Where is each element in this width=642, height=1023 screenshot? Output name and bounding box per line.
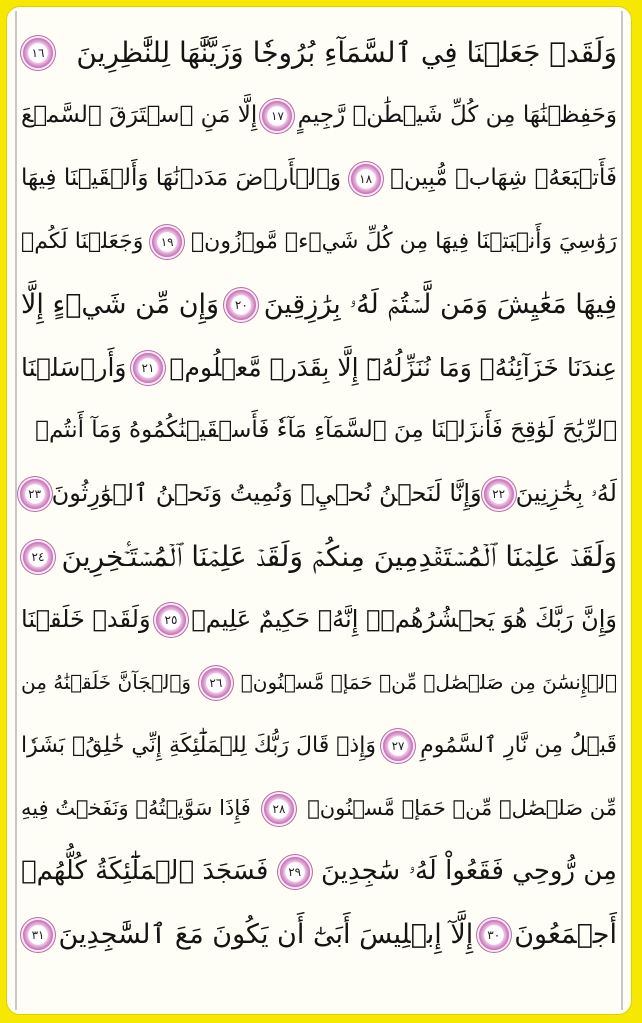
ayah-number-marker <box>156 605 186 635</box>
text-line <box>21 588 617 651</box>
ayah-number-marker <box>383 731 413 761</box>
text-line <box>21 903 617 966</box>
ayah-number: ١٨ <box>359 171 373 186</box>
verse-text: فَإِذَا سَوَّيۡتُهُۥ وَنَفَخۡتُ فِيهِ <box>21 796 251 820</box>
verse-text: وَٱلۡأَرۡضَ مَدَدۡنَٰهَا وَأَلۡقَيۡنَا فِيهَا <box>21 165 342 191</box>
ayah-number-marker <box>479 920 509 950</box>
text-line <box>21 777 617 840</box>
ayah-number-marker <box>20 479 50 509</box>
verse-text: ٱلرِّيَٰحَ لَوَٰقِحَ فَأَنزَلۡنَا مِنَ ٱلسَّمَآءِ مَآءٗ فَأَسۡقَيۡنَٰكُمُوهُ وَمَآ أَنتُمۡ <box>35 417 617 443</box>
ayah-number: ٢١ <box>141 360 155 375</box>
ayah-number-marker <box>484 479 514 509</box>
verse-text: وَٱلۡجَآنَّ خَلَقۡنَٰهُ مِن <box>21 670 191 694</box>
ayah-number: ٢٢ <box>492 486 506 501</box>
ayah-number-marker <box>262 101 292 131</box>
text-line <box>21 462 617 525</box>
ayah-number: ٢٨ <box>272 801 286 816</box>
ayah-number-marker <box>23 542 53 572</box>
text-line <box>21 84 617 147</box>
verse-text: وَأَرۡسَلۡنَا <box>21 353 127 382</box>
ayah-number: ٢٧ <box>391 738 405 753</box>
verse-text: وَلَقَدۡ خَلَقۡنَا <box>21 605 151 633</box>
verse-text: وَإِنَّا لَنَحۡنُ نُحۡيِۦ وَنُمِيتُ وَنَحۡنُ ٱلۡوَٰرِثُونَ <box>51 479 482 507</box>
verse-text: وَإِذۡ قَالَ رَبُّكَ لِلۡمَلَٰٓئِكَةِ إِنِّي خَٰلِقُۢ بَشَرٗا <box>21 733 376 758</box>
verse-text: أَجۡمَعُونَ <box>514 919 617 950</box>
verse-text: فِيهَا مَعَٰيِشَ وَمَن لَّسۡتُمۡ لَهُۥ بِرَٰزِقِينَ <box>263 289 617 320</box>
verse-text: لَهُۥ بِخَٰزِنِينَ <box>515 479 617 507</box>
verse-text: وَإِن مِّن شَيۡءٍ إِلَّا <box>21 289 220 320</box>
text-line <box>21 210 617 273</box>
verse-text: وَلَقَدۡ جَعَلۡنَا فِي ٱلسَّمَآءِ بُرُوجٗا وَزَيَّنَّٰهَا لِلنَّٰظِرِينَ <box>76 36 617 69</box>
ayah-number: ٢٤ <box>31 549 45 564</box>
text-line <box>21 651 617 714</box>
ayah-number-marker <box>23 920 53 950</box>
text-line <box>21 714 617 777</box>
verse-text: وَإِنَّ رَبَّكَ هُوَ يَحۡشُرُهُمۡۚ إِنَّهُۥ حَكِيمٌ عَلِيمٞ <box>191 605 617 633</box>
ayah-number: ٣١ <box>31 927 45 942</box>
ayah-number: ٣٠ <box>487 927 501 942</box>
verse-lines <box>21 21 617 966</box>
verse-text: ٱلۡإِنسَٰنَ مِن صَلۡصَٰلٖ مِّنۡ حَمَإٖ مَّسۡنُونٖ <box>240 670 617 694</box>
ayah-number-marker <box>226 290 256 320</box>
ayah-number-marker <box>23 38 53 68</box>
text-line <box>21 21 617 84</box>
text-line <box>21 147 617 210</box>
verse-text: وَلَقَدۡ عَلِمۡنَا ٱلۡمُسۡتَقۡدِمِينَ مِنكُمۡ وَلَقَدۡ عَلِمۡنَا ٱلۡمُسۡتَـٔۡخِرِينَ <box>61 540 617 573</box>
verse-text: وَحَفِظۡنَٰهَا مِن كُلِّ شَيۡطَٰنٖ رَّجِيمٍ <box>297 102 617 128</box>
verse-text: وَجَعَلۡنَا لَكُمۡ <box>21 229 144 254</box>
ayah-number-marker <box>351 164 381 194</box>
verse-text: فَأَتۡبَعَهُۥ شِهَابٞ مُّبِينٞ <box>390 165 617 191</box>
ayah-number: ٢٠ <box>234 297 248 312</box>
verse-text: إِلَّآ إِبۡلِيسَ أَبَىٰٓ أَن يَكُونَ مَعَ ٱلسَّٰجِدِينَ <box>58 919 474 950</box>
verse-text: إِلَّا مَنِ ٱسۡتَرَقَ ٱلسَّمۡعَ <box>21 102 258 128</box>
ayah-number: ٢٦ <box>209 675 223 690</box>
verse-text: عِندَنَا خَزَآئِنُهُۥ وَمَا نُنَزِّلُهُۥٓ إِلَّا بِقَدَرٖ مَّعۡلُومٖ <box>169 353 617 382</box>
verse-text: قَبۡلُ مِن نَّارِ ٱلسَّمُومِ <box>420 733 617 758</box>
text-line <box>21 273 617 336</box>
ayah-number-marker <box>264 794 294 824</box>
ayah-number-marker <box>133 353 163 383</box>
verse-text: رَوَٰسِيَ وَأَنۢبَتۡنَا فِيهَا مِن كُلِّ شَيۡءٖ مَّوۡزُونٖ <box>190 229 617 254</box>
text-line <box>21 336 617 399</box>
ayah-number: ٢٥ <box>164 612 178 627</box>
text-line <box>21 525 617 588</box>
ayah-number: ٢٣ <box>28 486 42 501</box>
verse-text: مِّن صَلۡصَٰلٖ مِّنۡ حَمَإٖ مَّسۡنُونٖ <box>307 796 617 820</box>
verse-text: فَسَجَدَ ٱلۡمَلَٰٓئِكَةُ كُلُّهُمۡ <box>21 856 269 886</box>
verse-text: مِن رُّوحِي فَقَعُواْ لَهُۥ سَٰجِدِينَ <box>320 856 617 886</box>
ayah-number-marker <box>152 227 182 257</box>
text-line <box>21 840 617 903</box>
ayah-number-marker <box>201 668 231 698</box>
ayah-number: ١٧ <box>271 108 284 123</box>
ayah-number: ١٦ <box>31 45 45 60</box>
text-line <box>21 399 617 462</box>
ayah-number: ٢٩ <box>288 864 302 879</box>
ayah-number: ١٩ <box>160 234 174 249</box>
mushaf-page <box>6 6 632 1015</box>
ayah-number-marker <box>280 857 310 887</box>
